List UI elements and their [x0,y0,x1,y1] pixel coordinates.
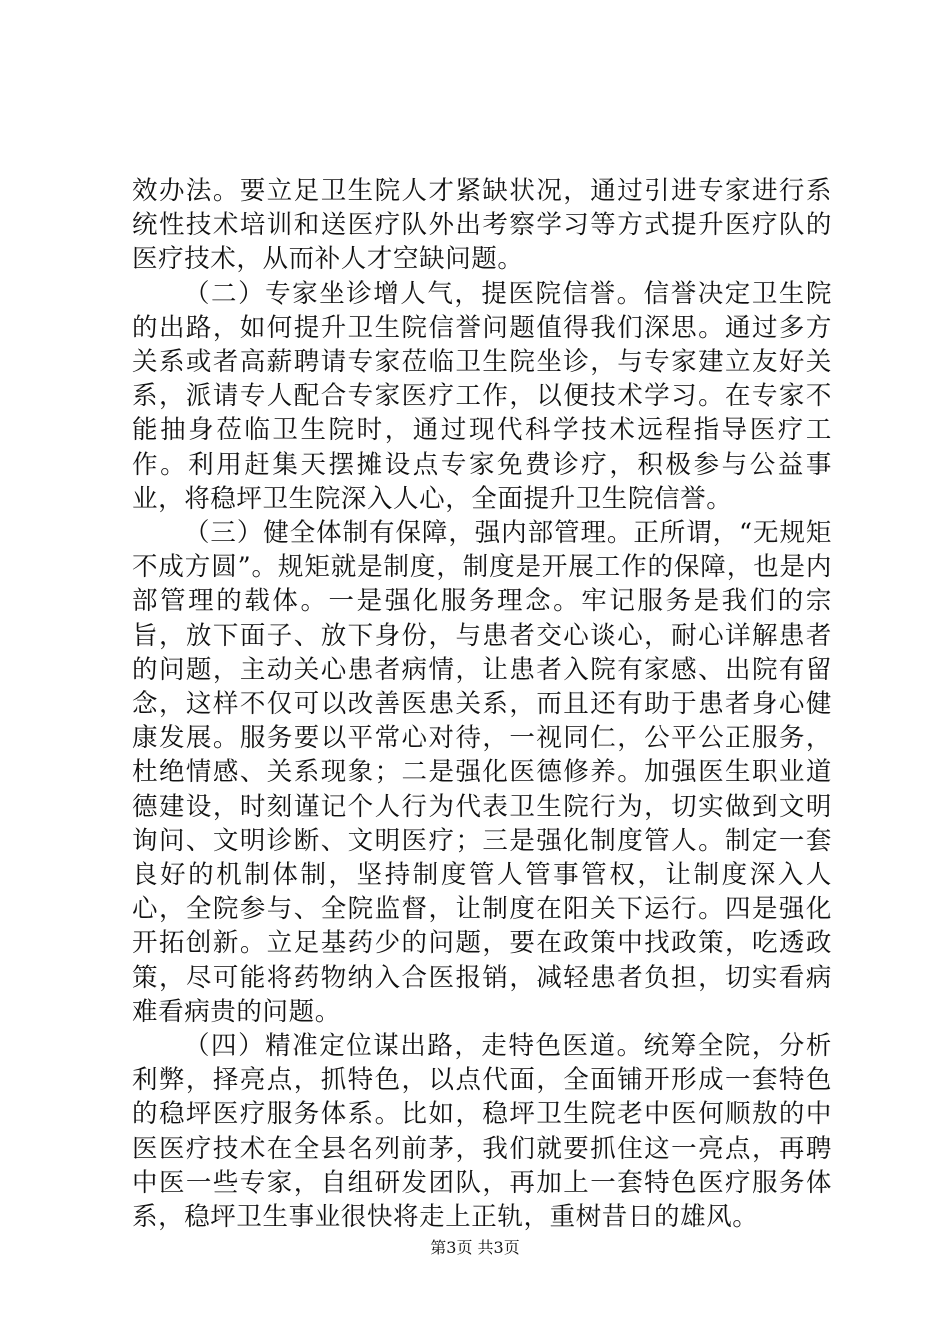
page-footer [0,1238,950,1258]
paragraph-continuation: 效办法。要立足卫生院人才紧缺状况，通过引进专家进行系统性技术培训和送医疗队外出考察学习等方式提升医疗队的医疗技术，从而补人才空缺问题。 [132,176,832,275]
document-body [132,174,832,1234]
paragraph-section-4: （四）精准定位谋出路，走特色医道。统筹全院，分析利弊，择亮点，抓特色，以点代面，全面铺开形成一套特色的稳坪医疗服务体系。比如，稳坪卫生院老中医何顺敖的中医医疗技术在全县名列前茅，我们就要抓住这一亮点，再聘中医一些专家，自组研发团队，再加上一套特色医疗服务体系，稳坪卫生事业很快将走上正轨，重树昔日的雄风。 [132,1031,832,1233]
paragraph-section-3: （三）健全体制有保障，强内部管理。正所谓，“无规矩不成方圆”。规矩就是制度，制度是开展工作的保障，也是内部管理的载体。一是强化服务理念。牢记服务是我们的宗旨，放下面子、放下身份，与患者交心谈心，耐心详解患者的问题，主动关心患者病情，让患者入院有家感、出院有留念，这样不仅可以改善医患关系，而且还有助于患者身心健康发展。服务要以平常心对待，一视同仁，公平公正服务，杜绝情感、关系现象；二是强化医德修养。加强医生职业道德建设，时刻谨记个人行为代表卫生院行为，切实做到文明询问、文明诊断、文明医疗；三是强化制度管人。制定一套良好的机制体制，坚持制度管人管事管权，让制度深入人心，全院参与、全院监督，让制度在阳关下运行。四是强化开拓创新。立足基药少的问题，要在政策中找政策，吃透政策，尽可能将药物纳入合医报销，减轻患者负担，切实看病难看病贵的问题。 [132,518,832,1027]
paragraph-section-2: （二）专家坐诊增人气，提医院信誉。信誉决定卫生院的出路，如何提升卫生院信誉问题值得我们深思。通过多方关系或者高薪聘请专家莅临卫生院坐诊，与专家建立友好关系，派请专人配合专家医疗工作，以便技术学习。在专家不能抽身莅临卫生院时，通过现代科学技术远程指导医疗工作。利用赶集天摆摊设点专家免费诊疗，积极参与公益事业，将稳坪卫生院深入人心，全面提升卫生院信誉。 [132,278,832,514]
page-number-label: 第3页 共3页 [430,1238,520,1257]
